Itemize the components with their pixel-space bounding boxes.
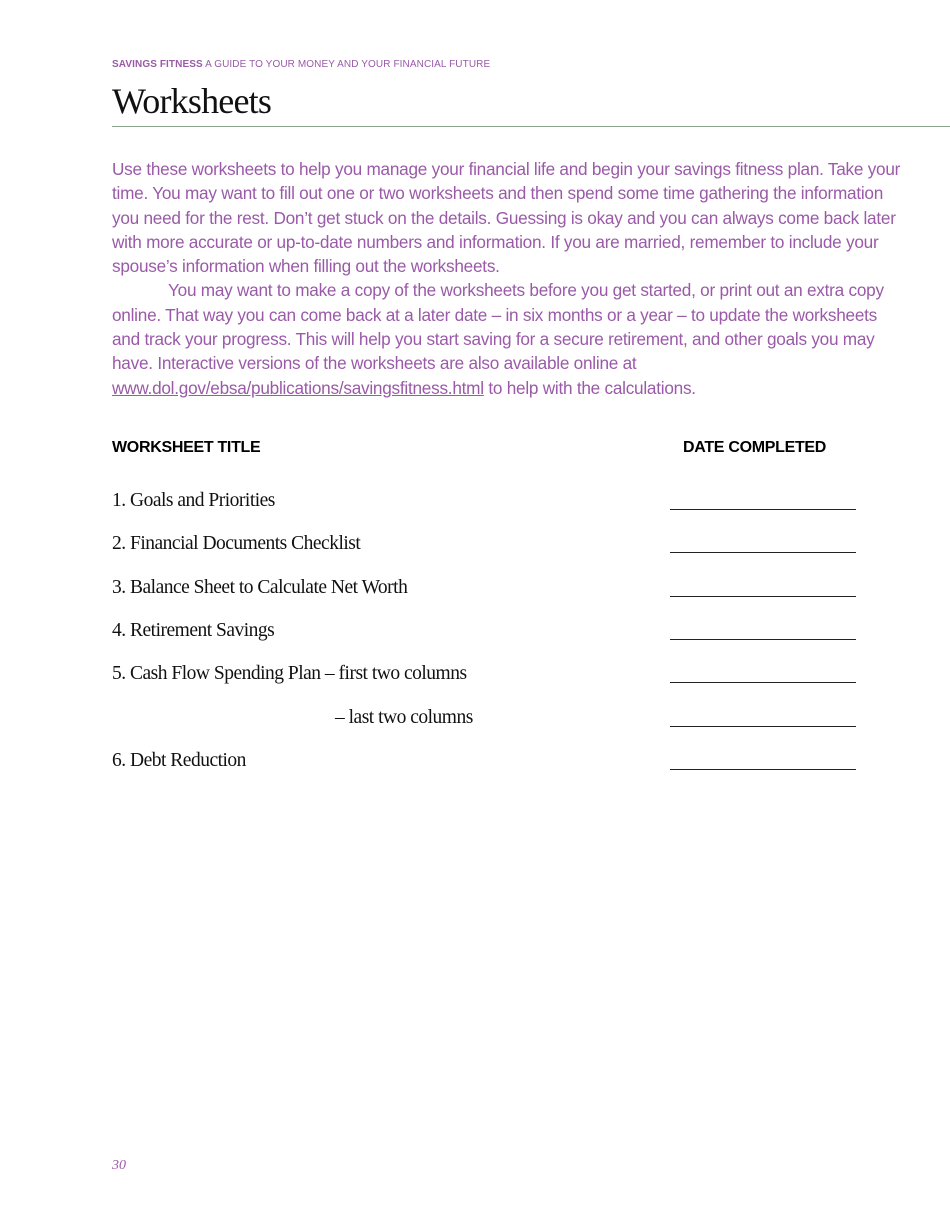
worksheet-row: [112, 750, 857, 776]
date-completed-line[interactable]: [670, 682, 856, 683]
worksheet-row: [112, 577, 857, 603]
date-completed-line[interactable]: [670, 726, 856, 727]
worksheet-row: [112, 490, 857, 516]
running-header: [112, 59, 490, 70]
page-number: 30: [112, 1158, 126, 1173]
page-title: Worksheets: [112, 81, 272, 121]
intro-paragraph-2: [112, 278, 902, 399]
savings-fitness-link[interactable]: www.dol.gov/ebsa/publications/savingsfitness.html: [112, 377, 484, 398]
header-brand: SAVINGS FITNESS: [112, 59, 203, 70]
worksheet-row: [112, 707, 857, 733]
intro-paragraph-2-tail: to help with the calculations.: [488, 377, 696, 398]
worksheet-label: 4. Retirement Savings: [112, 620, 275, 641]
worksheet-label: 6. Debt Reduction: [112, 750, 246, 771]
worksheet-row: [112, 620, 857, 646]
intro-paragraph-1: Use these worksheets to help you manage your financial life and begin your savings fitness plan. Take your time. You may want to fill out one or two worksheets and then spend some time gathering the information you need for the rest. Don’t get stuck on the details. Guessing is okay and you can always come back later with more accurate or up-to-date numbers and information. If you are married, remember to include your spouse’s information when filling out the worksheets.: [112, 159, 901, 277]
intro-text: [112, 157, 902, 400]
date-completed-line[interactable]: [670, 639, 856, 640]
worksheet-row: [112, 533, 857, 559]
date-completed-line[interactable]: [670, 552, 856, 553]
worksheet-title-header: WORKSHEET TITLE: [112, 439, 261, 456]
worksheet-label: 5. Cash Flow Spending Plan – first two columns: [112, 663, 467, 684]
worksheet-label: 1. Goals and Priorities: [112, 490, 275, 511]
title-divider: [112, 126, 950, 127]
worksheet-label: – last two columns: [335, 707, 473, 728]
header-subtitle: A GUIDE TO YOUR MONEY AND YOUR FINANCIAL FUTURE: [205, 59, 491, 70]
date-completed-line[interactable]: [670, 769, 856, 770]
date-completed-line[interactable]: [670, 509, 856, 510]
worksheet-row: [112, 663, 857, 689]
date-completed-header: DATE COMPLETED: [683, 439, 827, 456]
date-completed-line[interactable]: [670, 596, 856, 597]
worksheet-label: 3. Balance Sheet to Calculate Net Worth: [112, 577, 408, 598]
worksheet-label: 2. Financial Documents Checklist: [112, 533, 361, 554]
intro-paragraph-2-text: You may want to make a copy of the worksheets before you get started, or print out an extra copy online. That way you can come back at a later date – in six months or a year – to update the worksheets and track your progress. This will help you start saving for a secure retirement, and other goals you may have. Interactive versions of the worksheets are also available online at: [112, 280, 884, 374]
